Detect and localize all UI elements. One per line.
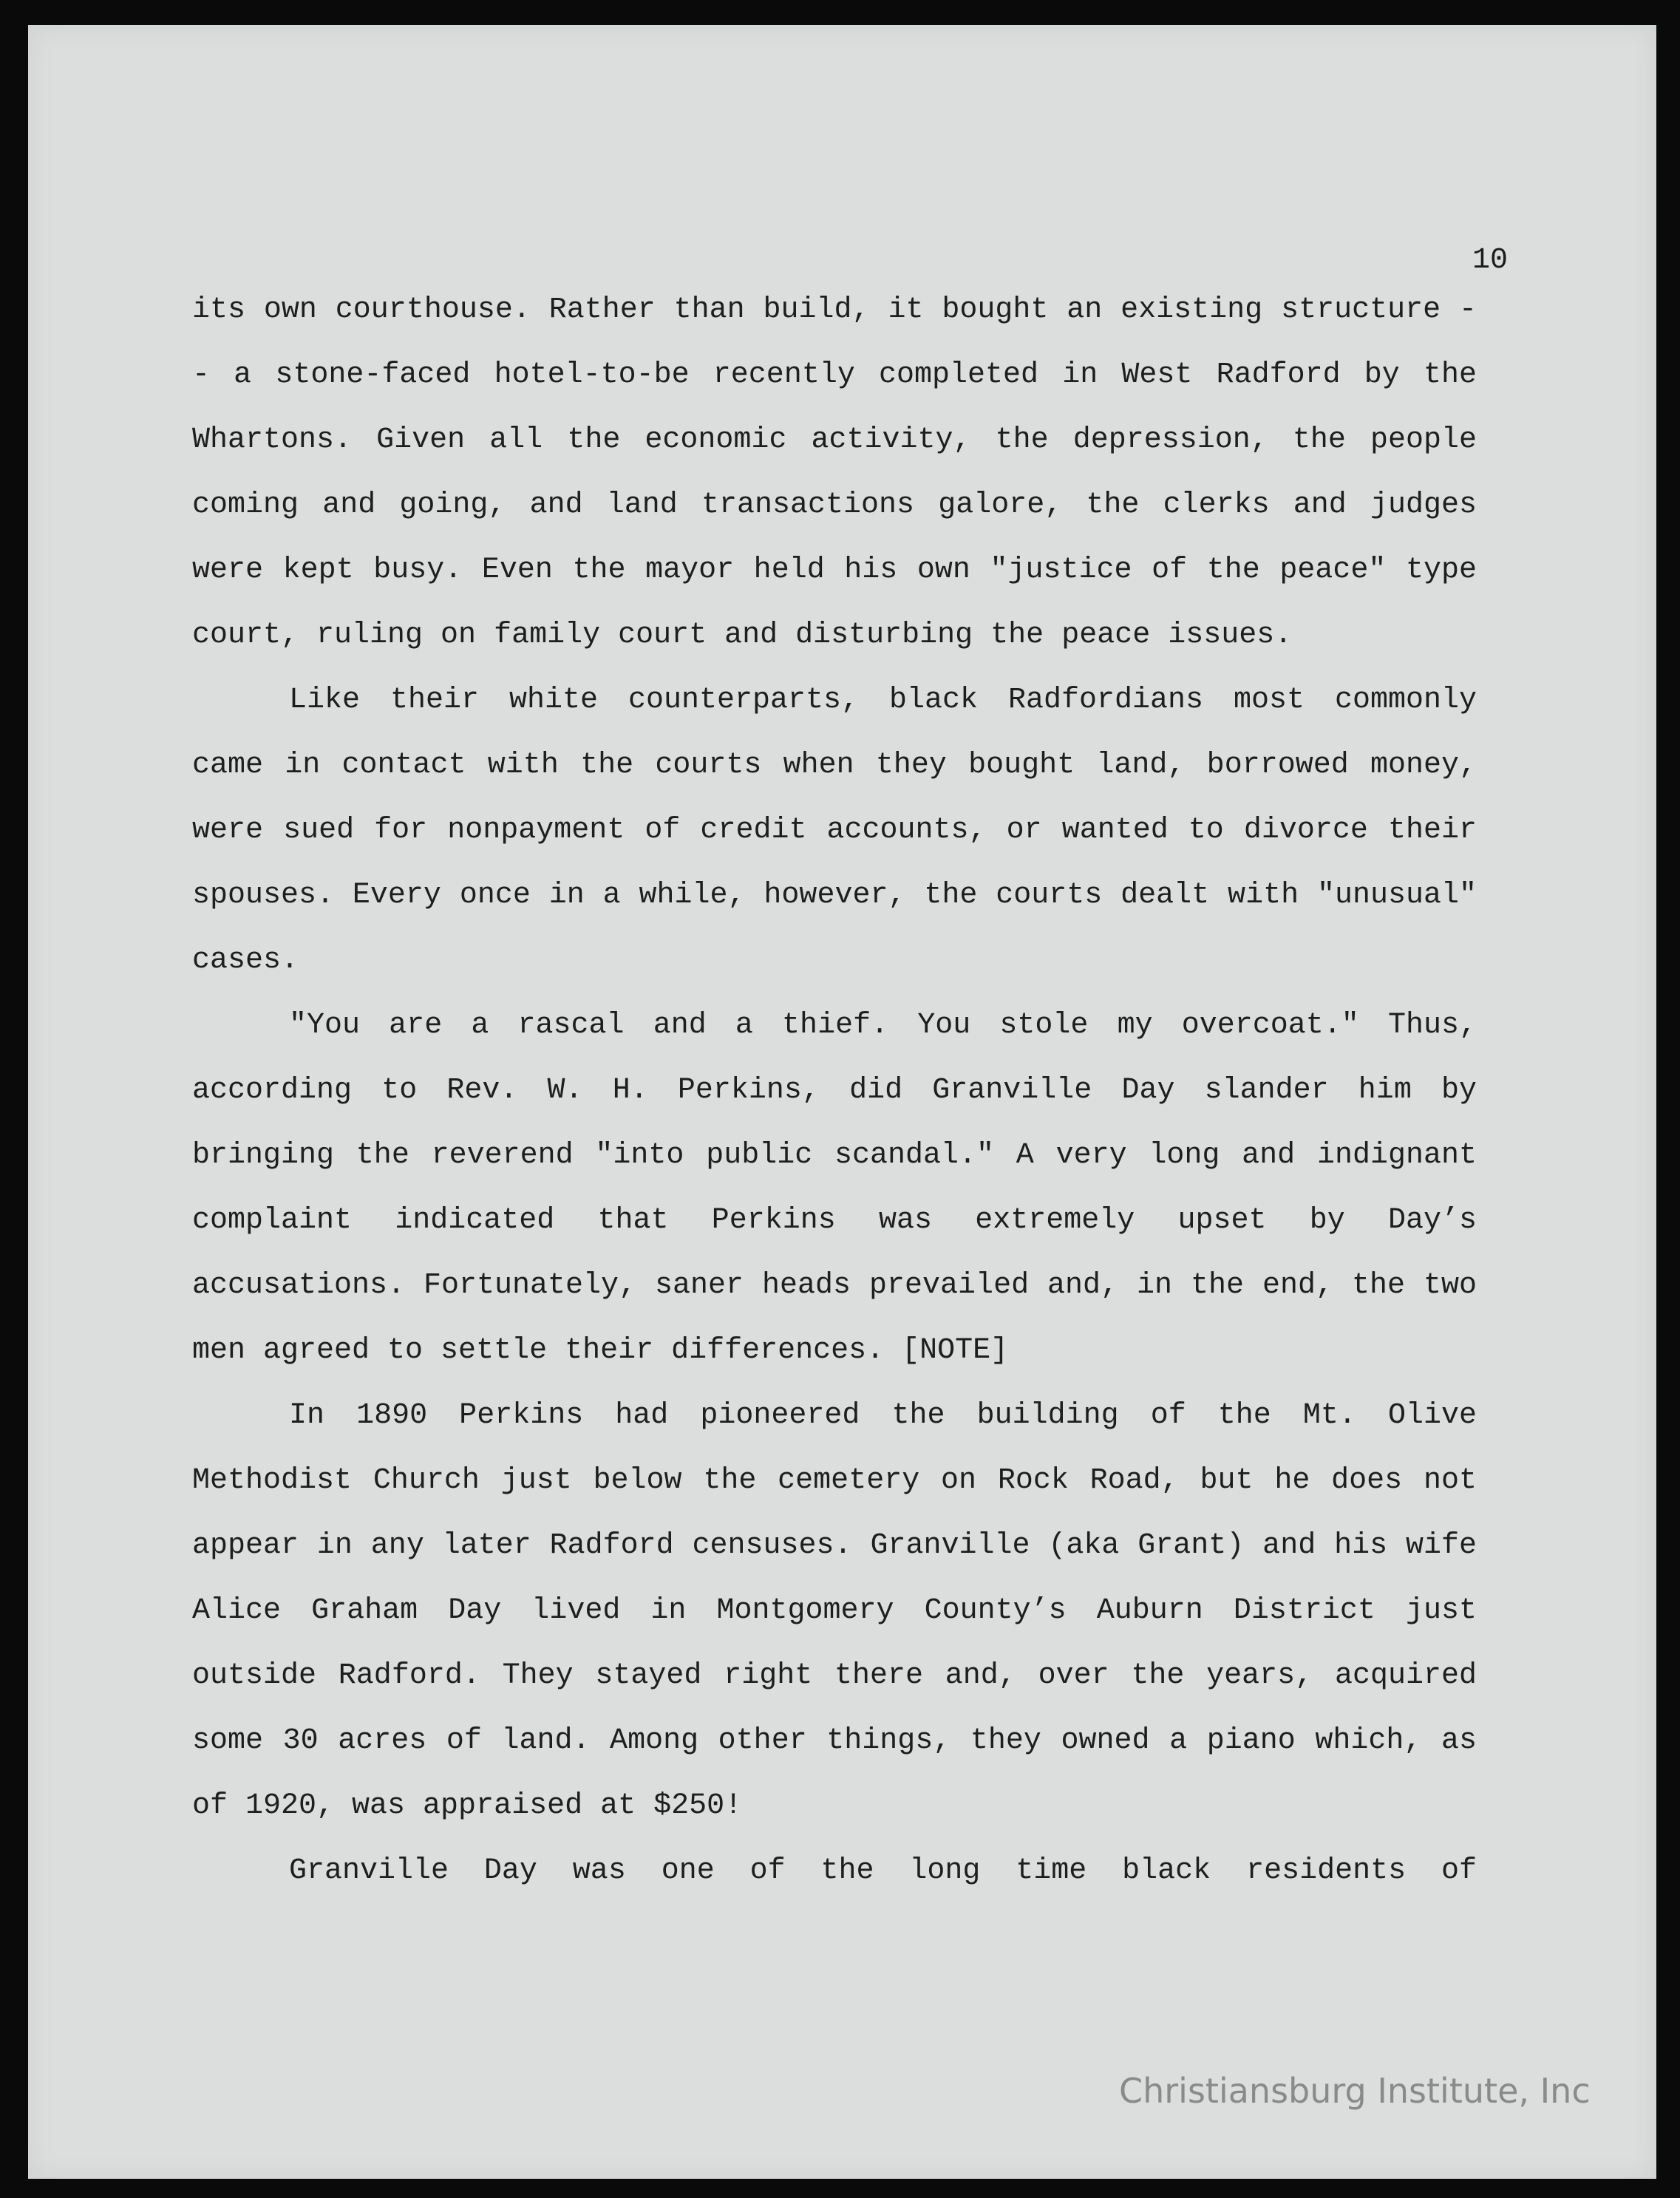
paragraph-continuation: its own courthouse. Rather than build, it bought an existing structure -- a stone-faced hotel-to-be recently completed in West Radford by the Whartons. Given all the economic activity, the depression, the people coming and going, and land transactions galore, the clerks and judges were kept busy. Even the mayor held his own "justice of the peace" type court, ruling on family court and disturbing the peace issues. bbox=[192, 293, 1477, 652]
paragraph-courts: Like their white counterparts, black Radfordians most commonly came in contact with the courts when they bought land, borrowed money, were sued for nonpayment of credit accounts, or wanted to divorce their spouses. Every once in a while, however, the courts dealt with "unusual" cases. bbox=[192, 684, 1477, 977]
watermark-credit: Christiansburg Institute, Inc bbox=[1119, 2071, 1591, 2111]
document-body bbox=[192, 278, 1477, 1904]
page-number: 10 bbox=[1472, 244, 1508, 277]
paragraph-granville-day: Granville Day was one of the long time black residents of bbox=[289, 1854, 1477, 1888]
paragraph-perkins-church: In 1890 Perkins had pioneered the building of the Mt. Olive Methodist Church just below the cemetery on Rock Road, but he does not appear in any later Radford censuses. Granville (aka Grant) and his wife Alice Graham Day lived in Montgomery County’s Auburn District just outside Radford. They stayed right there and, over the years, acquired some 30 acres of land. Among other things, they owned a piano which, as of 1920, was appraised at $250! bbox=[192, 1399, 1477, 1823]
paragraph-slander-case: "You are a rascal and a thief. You stole my overcoat." Thus, according to Rev. W. H. Perkins, did Granville Day slander him by bringing the reverend "into public scandal." A very long and indignant complaint indicated that Perkins was extremely upset by Day’s accusations. Fortunately, saner heads prevailed and, in the end, the two men agreed to settle their differences. [NOTE] bbox=[192, 1009, 1477, 1367]
